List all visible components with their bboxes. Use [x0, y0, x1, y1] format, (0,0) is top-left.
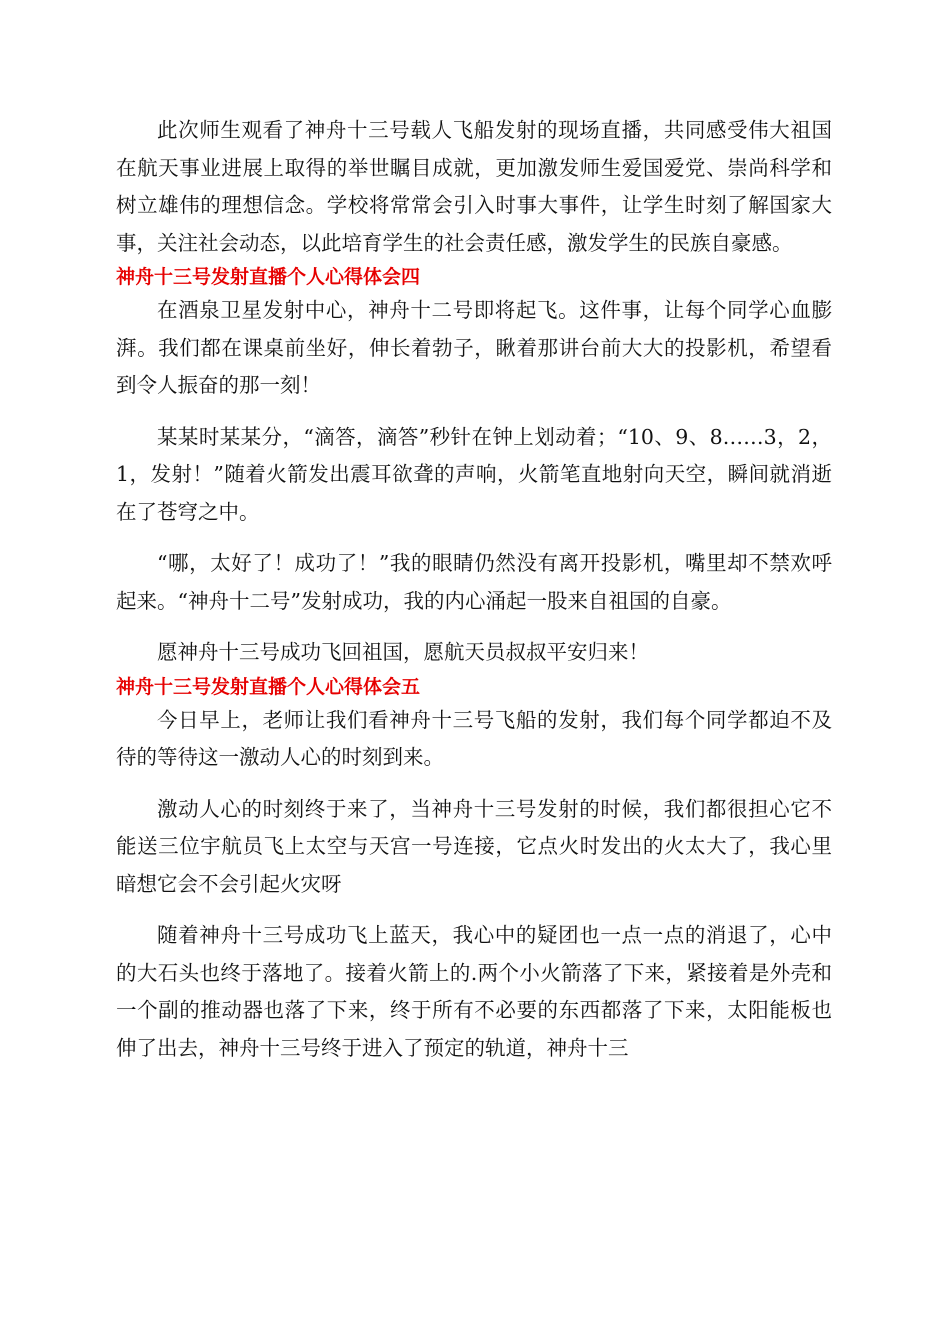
section-5-paragraph-2: 激动人心的时刻终于来了，当神舟十三号发射的时候，我们都很担心它不能送三位宇航员飞上太空与天宫一号连接，它点火时发出的火太大了，我心里暗想它会不会引起火灾呀	[116, 796, 832, 896]
section-4-paragraph-2: 某某时某某分，“滴答，滴答”秒针在钟上划动着；“10、9、8……3，2，1，发射！”随着火箭发出震耳欲聋的声响，火箭笔直地射向天空，瞬间就消逝在了苍穹之中。	[116, 424, 832, 524]
section-4-paragraph-4: 愿神舟十三号成功飞回祖国，愿航天员叔叔平安归来！	[157, 640, 649, 664]
section-4-heading: 神舟十三号发射直播个人心得体会四	[116, 266, 421, 288]
document-page	[116, 112, 832, 1067]
section-5-paragraph-3: 随着神舟十三号成功飞上蓝天，我心中的疑团也一点一点的消退了，心中的大石头也终于落地了。接着火箭上的.两个小火箭落了下来，紧接着是外壳和一个副的推动器也落了下来，终于所有不必要的东西都落了下来，太阳能板也伸了出去，神舟十三号终于进入了预定的轨道，神舟十三	[116, 923, 832, 1060]
intro-paragraph: 此次师生观看了神舟十三号载人飞船发射的现场直播，共同感受伟大祖国在航天事业进展上取得的举世瞩目成就，更加激发师生爱国爱党、崇尚科学和树立雄伟的理想信念。学校将常常会引入时事大事件，让学生时刻了解国家大事，关注社会动态，以此培育学生的社会责任感，激发学生的民族自豪感。	[116, 118, 832, 255]
section-4-paragraph-1: 在酒泉卫星发射中心，神舟十二号即将起飞。这件事，让每个同学心血膨湃。我们都在课桌前坐好，伸长着勃子，瞅着那讲台前大大的投影机，希望看到令人振奋的那一刻！	[116, 298, 832, 397]
section-5-paragraph-1: 今日早上，老师让我们看神舟十三号飞船的发射，我们每个同学都迫不及待的等待这一激动人心的时刻到来。	[116, 707, 832, 769]
section-4-paragraph-3: “哪，太好了！成功了！”我的眼睛仍然没有离开投影机，嘴里却不禁欢呼起来。“神舟十二号”发射成功，我的内心涌起一股来自祖国的自豪。	[116, 551, 832, 613]
section-5-heading: 神舟十三号发射直播个人心得体会五	[116, 675, 421, 698]
